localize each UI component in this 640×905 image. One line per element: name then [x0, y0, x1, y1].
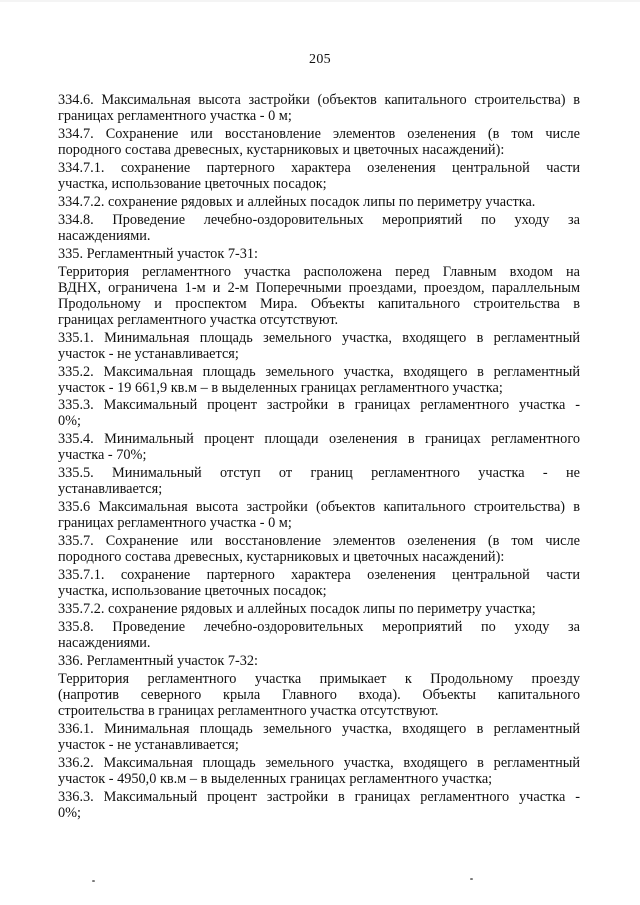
text-line: границах регламентного участка отсутствуют. [58, 311, 339, 328]
paragraph [58, 789, 580, 821]
text-line: участка - 70%; [58, 447, 147, 464]
text-line: 335. Регламентный участок 7-31: [58, 245, 259, 262]
paragraph [58, 160, 580, 192]
paragraph [58, 721, 580, 753]
scan-edge [0, 0, 640, 2]
text-line: 336.1. Минимальная площадь земельного участка, входящего в регламентный [58, 720, 580, 737]
text-line: участок - 19 661,9 кв.м – в выделенных границах регламентного участка; [58, 379, 503, 396]
text-line: 335.7.2. сохранение рядовых и аллейных посадок липы по периметру участка; [58, 601, 536, 618]
paragraph [58, 431, 580, 463]
text-line: участок - не устанавливается; [58, 736, 239, 753]
text-line: 336.3. Максимальный процент застройки в границах регламентного участка - [58, 788, 580, 805]
text-line: 334.7. Сохранение или восстановление элементов озеленения (в том числе [58, 125, 580, 142]
text-line: породного состава древесных, кустарниковых и цветочных насаждений): [58, 141, 505, 158]
text-line: границах регламентного участка - 0 м; [58, 515, 292, 532]
paragraph [58, 212, 580, 244]
text-line: 335.5. Минимальный отступ от границ регламентного участка - не [58, 465, 580, 482]
text-line: участок - не устанавливается; [58, 345, 239, 362]
paragraph [58, 194, 580, 210]
paragraph [58, 499, 580, 531]
text-line: Территория регламентного участка примыкает к Продольному проезду [58, 670, 580, 687]
paragraph [58, 92, 580, 124]
paragraph [58, 533, 580, 565]
scan-speck [470, 878, 473, 880]
text-line: 335.3. Максимальный процент застройки в границах регламентного участка - [58, 397, 580, 414]
text-line: 335.8. Проведение лечебно-оздоровительных мероприятий по уходу за [58, 618, 580, 635]
text-line: 334.7.2. сохранение рядовых и аллейных посадок липы по периметру участка. [58, 193, 536, 210]
paragraph [58, 653, 580, 669]
text-line: 0%; [58, 413, 82, 430]
text-line: 335.7. Сохранение или восстановление элементов озеленения (в том числе [58, 533, 580, 550]
text-line: насаждениями. [58, 227, 151, 244]
text-line: границах регламентного участка - 0 м; [58, 108, 292, 125]
text-line: насаждениями. [58, 635, 151, 651]
text-line: (напротив северного крыла Главного входа). Объекты капитального [58, 686, 580, 703]
text-line: Продольному и проспектом Мира. Объекты капитального строительства в [58, 295, 580, 312]
text-line: 335.6 Максимальная высота застройки (объектов капитального строительства) в [58, 499, 580, 516]
text-line: породного состава древесных, кустарниковых и цветочных насаждений): [58, 549, 505, 566]
paragraph [58, 364, 580, 396]
paragraph [58, 246, 580, 262]
text-line: Территория регламентного участка расположена перед Главным входом на [58, 263, 580, 280]
paragraph [58, 619, 580, 651]
text-line: 335.4. Минимальный процент площади озеленения в границах регламентного [58, 431, 580, 448]
scan-speck [92, 880, 95, 882]
paragraph [58, 264, 580, 328]
text-line: участка, использование цветочных посадок; [58, 583, 327, 600]
text-line: 336.2. Максимальная площадь земельного участка, входящего в регламентный [58, 754, 580, 771]
text-line: 0%; [58, 804, 82, 821]
paragraph [58, 567, 580, 599]
text-line: устанавливается; [58, 481, 163, 498]
paragraph [58, 397, 580, 429]
paragraph [58, 465, 580, 497]
text-line: 335.2. Максимальная площадь земельного участка, входящего в регламентный [58, 363, 580, 380]
text-line: 334.6. Максимальная высота застройки (объектов капитального строительства) в [58, 92, 580, 108]
document-body [58, 92, 580, 823]
page-number: 205 [309, 52, 331, 67]
text-line: участок - 4950,0 кв.м – в выделенных границах регламентного участка; [58, 770, 493, 787]
text-line: 335.1. Минимальная площадь земельного участка, входящего в регламентный [58, 329, 580, 346]
paragraph [58, 601, 580, 617]
text-line: ВДНХ, ограничена 1-м и 2-м Поперечными проездами, проездом, параллельным [58, 279, 580, 296]
paragraph [58, 126, 580, 158]
paragraph [58, 671, 580, 719]
text-line: 334.7.1. сохранение партерного характера озеленения центральной части [58, 159, 580, 176]
text-line: 335.7.1. сохранение партерного характера озеленения центральной части [58, 567, 580, 584]
paragraph [58, 755, 580, 787]
text-line: 336. Регламентный участок 7-32: [58, 652, 259, 669]
text-line: строительства в границах регламентного участка отсутствуют. [58, 702, 439, 719]
text-line: 334.8. Проведение лечебно-оздоровительных мероприятий по уходу за [58, 211, 580, 228]
text-line: участка, использование цветочных посадок; [58, 175, 327, 192]
paragraph [58, 330, 580, 362]
